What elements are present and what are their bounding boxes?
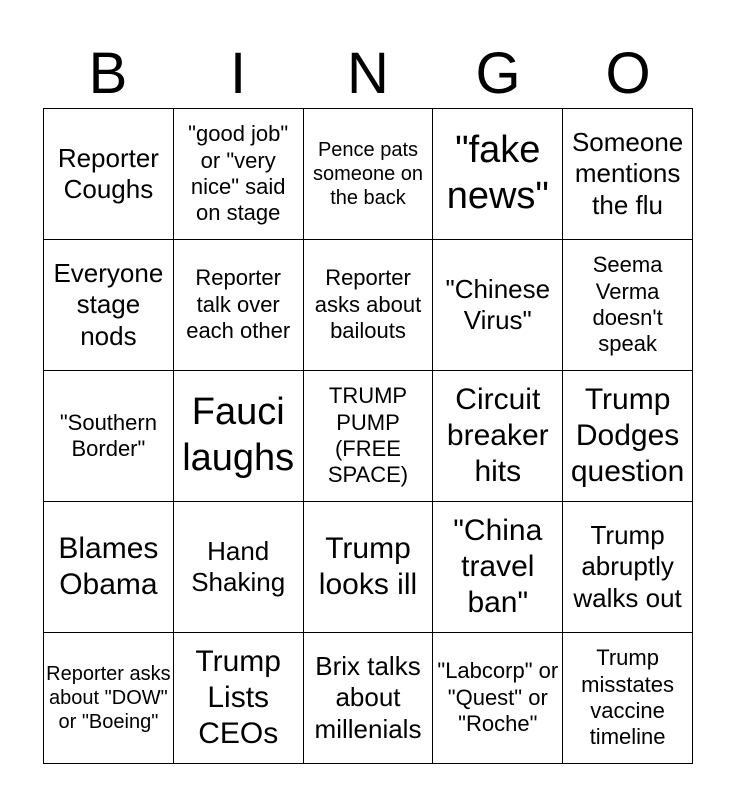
board-row — [44, 109, 693, 240]
bingo-cell[interactable]: Trump misstates vaccine timeline — [563, 633, 693, 764]
bingo-cell[interactable]: Reporter asks about "DOW" or "Boeing" — [44, 633, 174, 764]
bingo-cell[interactable]: Seema Verma doesn't speak — [563, 240, 693, 371]
bingo-cell[interactable]: Circuit breaker hits — [433, 371, 563, 502]
bingo-cell[interactable]: Trump Lists CEOs — [173, 633, 303, 764]
bingo-cell[interactable]: Hand Shaking — [173, 502, 303, 633]
bingo-cell[interactable]: Trump abruptly walks out — [563, 502, 693, 633]
board-row — [44, 633, 693, 764]
bingo-cell[interactable]: Trump looks ill — [303, 502, 433, 633]
bingo-cell[interactable]: Blames Obama — [44, 502, 174, 633]
bingo-cell[interactable]: Trump Dodges question — [563, 371, 693, 502]
header-letter-g: G — [475, 41, 521, 106]
header-letter-i: I — [229, 41, 247, 106]
bingo-cell[interactable]: Someone mentions the flu — [563, 109, 693, 240]
header-letter-o: O — [605, 41, 651, 106]
bingo-cell[interactable]: Everyone stage nods — [44, 240, 174, 371]
bingo-cell[interactable]: Pence pats someone on the back — [303, 109, 433, 240]
board-row — [44, 371, 693, 502]
free-space-cell[interactable]: TRUMP PUMP (FREE SPACE) — [303, 371, 433, 502]
bingo-cell[interactable]: Reporter Coughs — [44, 109, 174, 240]
bingo-board — [43, 108, 693, 764]
bingo-cell[interactable]: Reporter asks about bailouts — [303, 240, 433, 371]
bingo-cell[interactable]: Reporter talk over each other — [173, 240, 303, 371]
bingo-cell[interactable]: "Labcorp" or "Quest" or "Roche" — [433, 633, 563, 764]
bingo-cell[interactable]: Brix talks about millenials — [303, 633, 433, 764]
bingo-cell[interactable]: "China travel ban" — [433, 502, 563, 633]
header-letter-n: N — [347, 41, 389, 106]
board-row — [44, 502, 693, 633]
bingo-header — [43, 38, 693, 110]
bingo-cell[interactable]: "good job" or "very nice" said on stage — [173, 109, 303, 240]
bingo-cell[interactable]: "fake news" — [433, 109, 563, 240]
header-letter-b: B — [88, 41, 128, 106]
board-row — [44, 240, 693, 371]
bingo-cell[interactable]: "Southern Border" — [44, 371, 174, 502]
bingo-cell[interactable]: "Chinese Virus" — [433, 240, 563, 371]
bingo-cell[interactable]: Fauci laughs — [173, 371, 303, 502]
